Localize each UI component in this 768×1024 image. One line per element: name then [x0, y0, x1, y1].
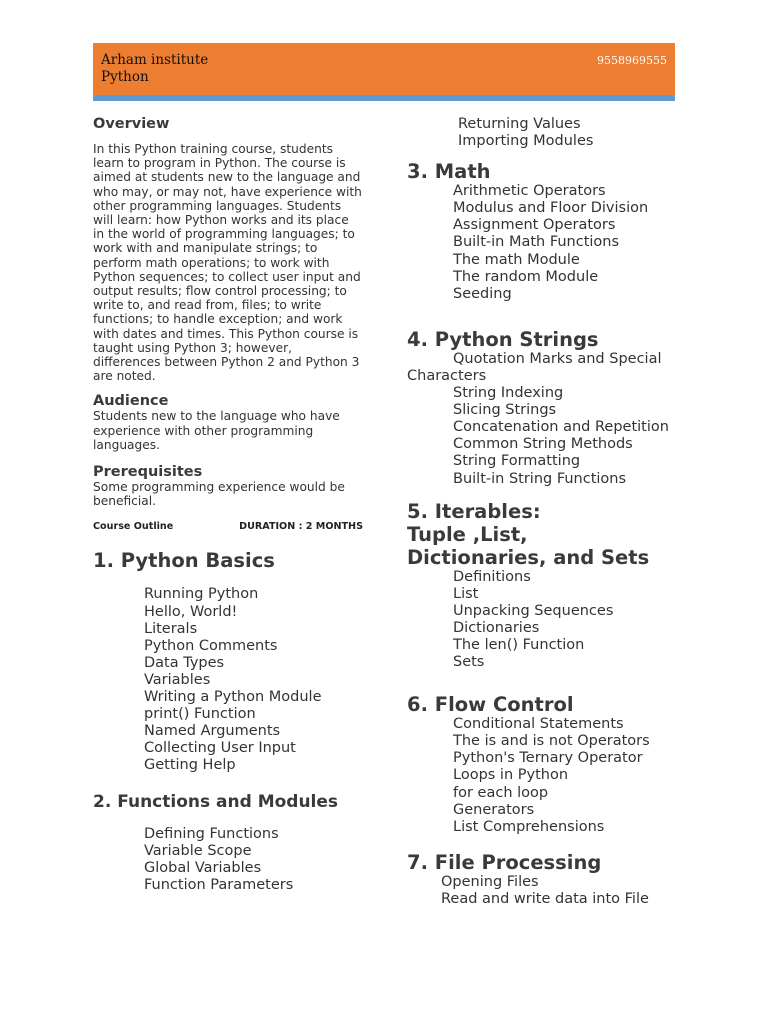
institute-name: Arham institute: [101, 52, 209, 68]
list-item: Running Python: [144, 586, 259, 603]
iterables-title-line: Tuple ,List,: [407, 522, 528, 546]
list-item: Arithmetic Operators: [453, 183, 606, 200]
section-file-processing-heading: 7. File Processing: [407, 850, 602, 874]
file-processing-list: [407, 874, 697, 908]
overview-heading: Overview: [93, 116, 170, 132]
right-column: [407, 116, 697, 908]
institute-block: [101, 52, 208, 86]
list-item: Returning Values: [458, 116, 581, 132]
list-item: String Indexing: [453, 385, 564, 402]
section-iterables-heading: [407, 500, 697, 569]
prerequisites-text: Some programming experience would be beneficial.: [93, 480, 345, 509]
list-item: List: [453, 585, 479, 602]
iterables-title-line: Dictionaries, and Sets: [407, 545, 650, 569]
header-accent-strip: [93, 95, 675, 101]
course-outline-row: [93, 521, 363, 532]
list-item: Concatenation and Repetition: [453, 419, 669, 436]
list-item: Defining Functions: [144, 825, 279, 842]
list-item: Variable Scope: [144, 842, 252, 859]
iterables-list: [407, 569, 697, 672]
iterables-title-line: 5. Iterables:: [407, 499, 541, 523]
list-item: String Formatting: [453, 453, 581, 470]
section-math-heading: 3. Math: [407, 160, 491, 184]
section-python-basics-heading: 1. Python Basics: [93, 549, 275, 573]
list-item: Collecting User Input: [144, 740, 296, 757]
list-item: Data Types: [144, 654, 225, 671]
list-item: Conditional Statements: [453, 716, 624, 733]
section-functions-heading: 2. Functions and Modules: [93, 791, 339, 812]
list-item: Function Parameters: [144, 876, 294, 893]
audience-text: Students new to the language who have experience with other programming languages.: [93, 409, 340, 452]
list-item: Variables: [144, 671, 211, 688]
list-item: for each loop: [453, 784, 549, 801]
list-item: Opening Files: [441, 873, 539, 890]
list-item: Built-in Math Functions: [453, 234, 620, 251]
list-item: Modulus and Floor Division: [453, 200, 649, 217]
math-list: [407, 183, 697, 303]
list-item: Common String Methods: [453, 436, 633, 453]
list-item: Definitions: [453, 568, 531, 585]
list-item: The len() Function: [453, 636, 585, 653]
list-item: Generators: [453, 801, 535, 818]
list-item: Unpacking Sequences: [453, 602, 614, 619]
list-item: Hello, World!: [144, 603, 238, 620]
list-item: Getting Help: [144, 757, 236, 774]
list-item: Literals: [144, 620, 198, 637]
prerequisites-heading: Prerequisites: [93, 464, 203, 481]
duration-label: DURATION : 2 MONTHS: [239, 521, 363, 533]
list-item: Global Variables: [144, 859, 262, 876]
list-item: Assignment Operators: [453, 217, 616, 234]
list-item: Sets: [453, 654, 485, 671]
list-item: Slicing Strings: [453, 402, 557, 419]
phone-number: 9558969555: [597, 54, 667, 67]
python-basics-list: [93, 586, 363, 774]
strings-list: [407, 351, 697, 488]
audience-heading: Audience: [93, 393, 169, 410]
functions-list: [93, 826, 363, 894]
list-item: Quotation Marks and Special Characters: [407, 350, 662, 384]
list-item: Importing Modules: [458, 133, 594, 150]
list-item: Python's Ternary Operator: [453, 750, 643, 767]
list-item: Seeding: [453, 285, 512, 302]
list-item: Named Arguments: [144, 723, 281, 740]
list-item: Dictionaries: [453, 619, 540, 636]
list-item: The random Module: [453, 268, 599, 285]
list-item: The is and is not Operators: [453, 733, 650, 750]
list-item: The math Module: [453, 251, 580, 268]
list-item: Built-in String Functions: [453, 470, 627, 487]
header-banner: [93, 43, 675, 95]
list-item: print() Function: [144, 706, 256, 723]
section-strings-heading: 4. Python Strings: [407, 327, 599, 351]
flow-control-list: [407, 716, 697, 836]
list-item: Loops in Python: [453, 767, 569, 784]
functions-list-continued: [407, 116, 697, 150]
list-item: List Comprehensions: [453, 818, 605, 835]
course-name: Python: [101, 69, 149, 85]
course-outline-label: Course Outline: [93, 521, 174, 533]
list-item: Python Comments: [144, 637, 278, 654]
overview-text: In this Python training course, students learn to program in Python. The course is aimed at students new to the language and who may, or may not, have experience with other programming languages. Students will learn: how Python works and its place in the world of programming languages; to work with and manipulate strings; to perform math operations; to work with Python sequences; to collect user input and output results; flow control processing; to write to, and read from, files; to write functions; to handle exception; and work with dates and times. This Python course is taught using Python 3; however, differences between Python 2 and Python 3 are noted.: [93, 142, 362, 384]
section-flow-control-heading: 6. Flow Control: [407, 693, 574, 717]
list-item: Writing a Python Module: [144, 689, 322, 706]
list-item: Read and write data into File: [441, 890, 649, 907]
left-column: [93, 116, 363, 894]
